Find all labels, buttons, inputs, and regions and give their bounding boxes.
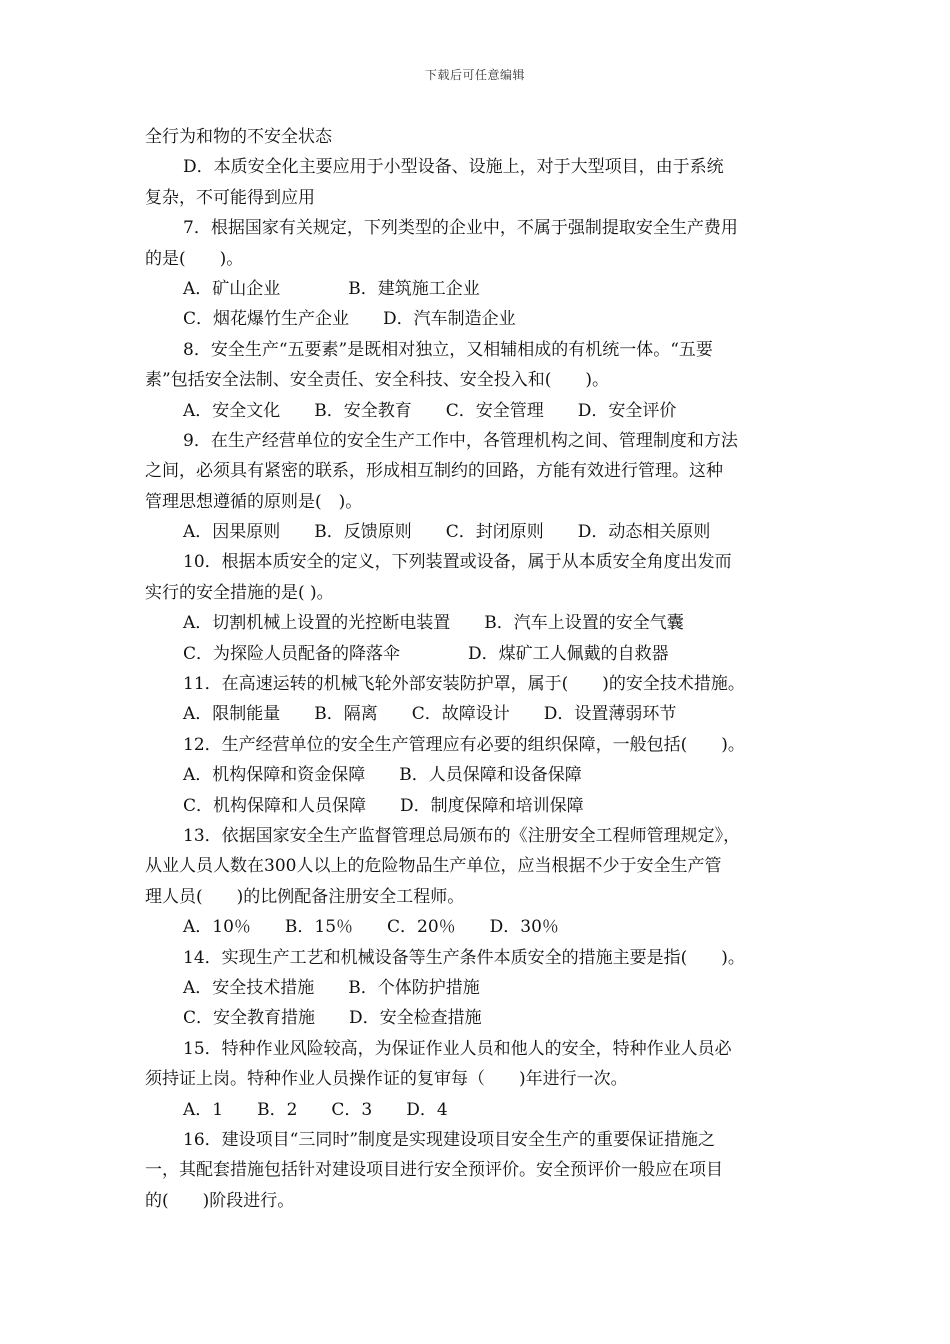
text-line: 全行为和物的不安全状态 <box>145 127 332 147</box>
text-line: 14．实现生产工艺和机械设备等生产条件本质安全的措施主要是指( )。 <box>183 947 745 968</box>
text-line: 素”包括安全法制、安全责任、安全科技、安全投入和( )。 <box>145 370 609 391</box>
text-line: A．因果原则 B．反馈原则 C．封闭原则 D．动态相关原则 <box>183 522 711 543</box>
text-line: 8．安全生产“五要素”是既相对独立，又相辅相成的有机统一体。“五要 <box>183 339 713 360</box>
text-line: 的( )阶段进行。 <box>145 1190 295 1211</box>
text-line: 从业人员人数在300人以上的危险物品生产单位，应当根据不少于安全生产管 <box>145 856 722 877</box>
text-line: A．切割机械上设置的光控断电装置 B．汽车上设置的安全气囊 <box>183 613 684 634</box>
text-line: A．限制能量 B．隔离 C．故障设计 D．设置薄弱环节 <box>183 704 677 725</box>
text-line: 一，其配套措施包括针对建设项目进行安全预评价。安全预评价一般应在项目 <box>145 1160 723 1181</box>
text-line: A．1 B．2 C．3 D．4 <box>183 1099 448 1120</box>
text-line: 管理思想遵循的原则是( )。 <box>145 491 363 512</box>
text-line: C．为探险人员配备的降落伞 D．煤矿工人佩戴的自救器 <box>183 643 669 664</box>
text-line: 实行的安全措施的是( )。 <box>145 582 334 603</box>
text-line: C．机构保障和人员保障 D．制度保障和培训保障 <box>183 795 584 816</box>
text-line: 12．生产经营单位的安全生产管理应有必要的组织保障，一般包括( )。 <box>183 734 745 755</box>
text-line: 11．在高速运转的机械飞轮外部安装防护罩，属于( )的安全技术措施。 <box>183 674 745 695</box>
page-header: 下载后可任意编辑 <box>424 68 525 82</box>
text-line: 10．根据本质安全的定义，下列装置或设备，属于从本质安全角度出发而 <box>183 552 732 573</box>
text-line: 7．根据国家有关规定，下列类型的企业中，不属于强制提取安全生产费用 <box>183 218 738 239</box>
text-line: 理人员( )的比例配备注册安全工程师。 <box>145 886 465 907</box>
text-line: 16．建设项目“三同时”制度是实现建设项目安全生产的重要保证措施之 <box>183 1129 716 1150</box>
text-line: 15．特种作业风险较高，为保证作业人员和他人的安全，特种作业人员必 <box>183 1038 732 1059</box>
text-line: 13．依据国家安全生产监督管理总局颁布的《注册安全工程师管理规定》， <box>183 825 741 846</box>
text-line: A．矿山企业 B．建筑施工企业 <box>183 278 480 299</box>
text-line: 复杂，不可能得到应用 <box>145 187 315 208</box>
text-line: 的是( )。 <box>145 248 244 269</box>
text-line: C．安全教育措施 D．安全检查措施 <box>183 1008 482 1029</box>
text-line: 之间，必须具有紧密的联系，形成相互制约的回路，方能有效进行管理。这种 <box>145 461 723 482</box>
document-body <box>145 122 810 1216</box>
text-line: C．烟花爆竹生产企业 D．汽车制造企业 <box>183 309 516 330</box>
text-line: 须持证上岗。特种作业人员操作证的复审每（ )年进行一次。 <box>145 1069 628 1090</box>
text-line: A．安全文化 B．安全教育 C．安全管理 D．安全评价 <box>183 400 677 421</box>
text-line: A．机构保障和资金保障 B．人员保障和设备保障 <box>183 765 582 786</box>
text-line: A．安全技术措施 B．个体防护措施 <box>183 977 480 998</box>
text-line: D．本质安全化主要应用于小型设备、设施上，对于大型项目，由于系统 <box>183 157 724 178</box>
text-line: A．10％ B．15％ C．20％ D．30％ <box>183 917 559 938</box>
text-line: 9．在生产经营单位的安全生产工作中，各管理机构之间、管理制度和方法 <box>183 430 738 451</box>
